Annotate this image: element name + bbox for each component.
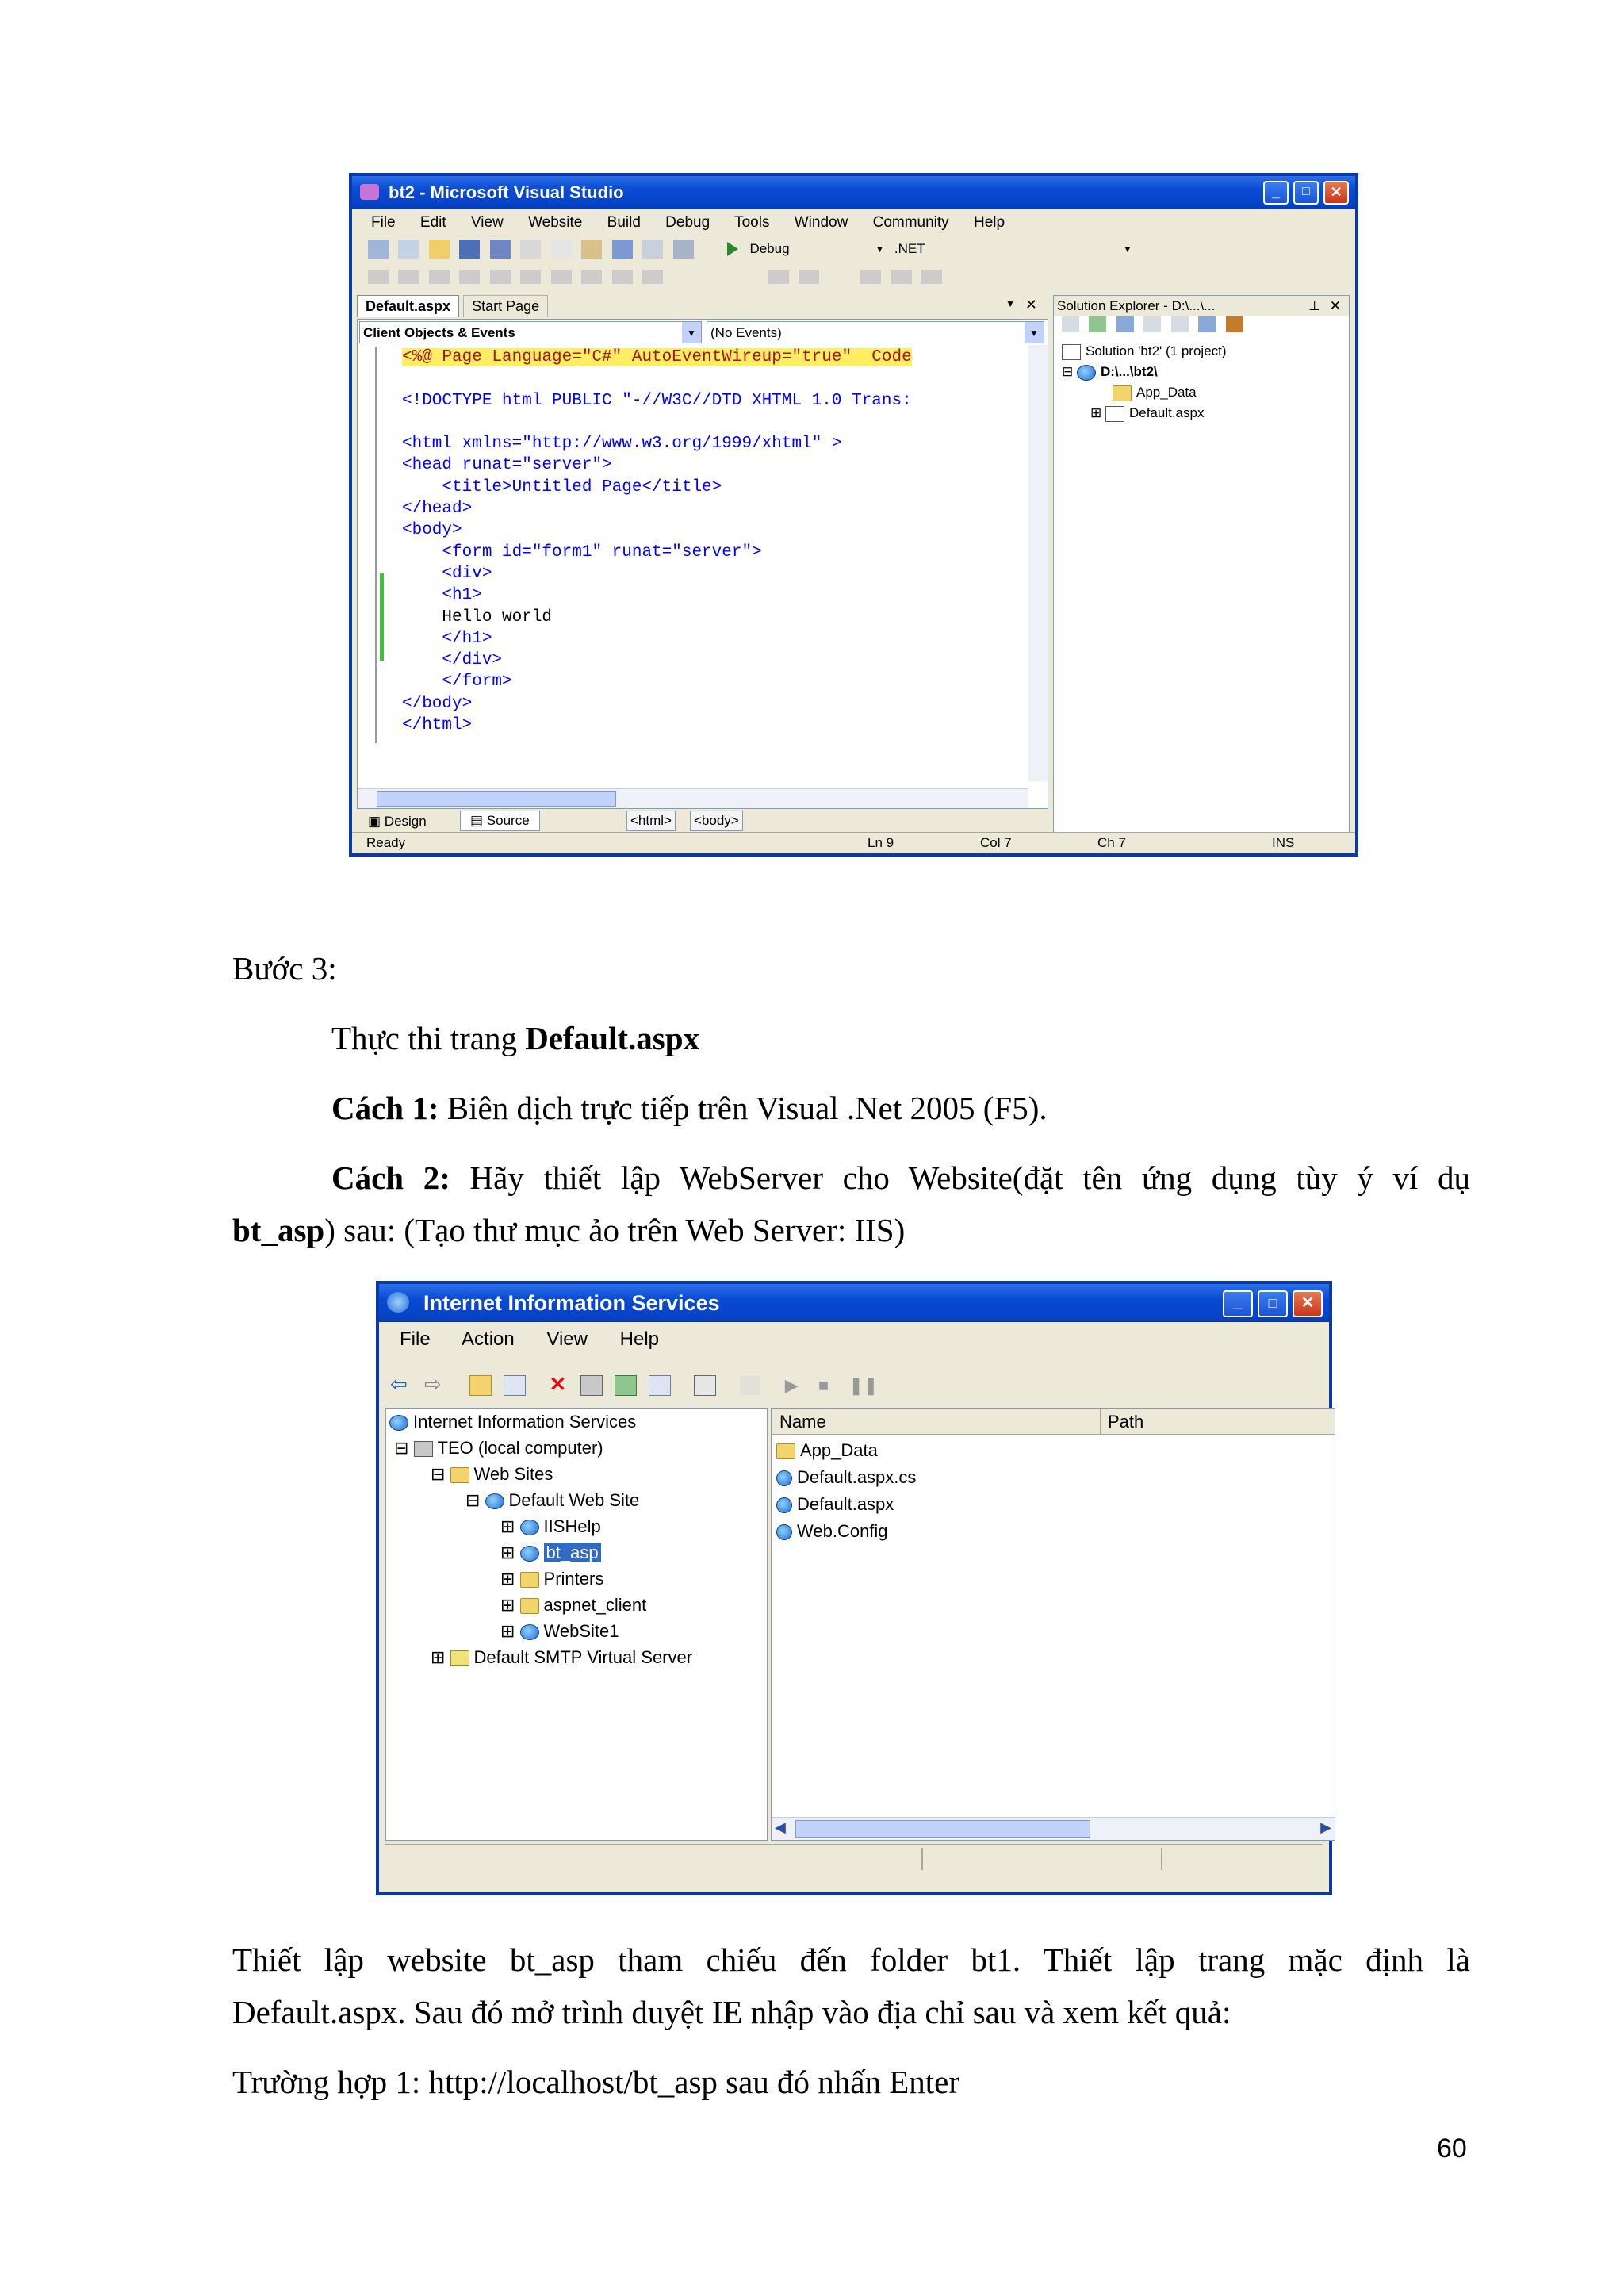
save-icon[interactable]	[459, 240, 480, 259]
format-icon[interactable]	[490, 270, 511, 284]
nest-icon[interactable]	[1116, 316, 1134, 332]
website1-label: WebSite1	[543, 1621, 619, 1641]
solution-icon	[1062, 344, 1081, 360]
menu-file[interactable]: File	[400, 1328, 431, 1350]
column-name[interactable]: Name	[779, 1412, 826, 1432]
expand-icon[interactable]: ⊞	[500, 1621, 520, 1641]
chevron-down-icon: ▼	[875, 243, 885, 255]
menu-action[interactable]: Action	[462, 1328, 515, 1350]
method-2-app-name: bt_asp	[232, 1212, 325, 1248]
menu-edit[interactable]: Edit	[419, 214, 446, 231]
format-icon[interactable]	[459, 270, 480, 284]
client-objects-value: Client Objects & Events	[363, 325, 515, 340]
virtual-dir-icon	[520, 1546, 539, 1562]
solution-label: Solution 'bt2' (1 project)	[1086, 343, 1227, 358]
vs-menu-bar	[371, 214, 1025, 232]
iis-toolbar	[390, 1368, 1318, 1400]
column-path[interactable]: Path	[1108, 1412, 1144, 1432]
scroll-left-icon[interactable]: ◀	[775, 1819, 786, 1835]
delete-icon[interactable]: ✕	[549, 1372, 567, 1396]
iishelp-label: IISHelp	[543, 1516, 601, 1536]
bt-asp-label: bt_asp	[544, 1543, 601, 1562]
iis-client	[379, 1322, 1329, 1892]
solution-explorer	[1053, 295, 1350, 838]
export-list-icon[interactable]	[649, 1375, 671, 1396]
code-line: <body>	[402, 521, 462, 540]
iis-menu-bar	[400, 1328, 680, 1351]
format-icon[interactable]	[368, 270, 389, 284]
horizontal-scrollbar[interactable]	[358, 788, 1028, 808]
app-data-label: App_Data	[1136, 385, 1197, 400]
default-aspx-label: Default.aspx	[1128, 405, 1205, 420]
tab-default-aspx[interactable]: Default.aspx	[357, 295, 459, 317]
menu-help[interactable]: Help	[619, 1328, 660, 1350]
iis-app-icon	[387, 1292, 409, 1313]
tab-close-icon[interactable]: ✕	[1025, 297, 1037, 312]
save-all-icon[interactable]	[490, 240, 511, 259]
menu-website[interactable]: Website	[528, 214, 583, 231]
web-sites-label: Web Sites	[473, 1464, 553, 1484]
run-page-prefix: Thực thi trang	[331, 1020, 526, 1056]
source-icon: ▤	[470, 813, 487, 828]
maximize-button[interactable]: □	[1293, 181, 1319, 205]
change-marker	[380, 573, 384, 661]
tree-node-printers[interactable]	[500, 1569, 603, 1589]
properties-icon[interactable]	[1062, 316, 1079, 332]
stop-icon[interactable]: ■	[818, 1375, 829, 1395]
website-icon	[1077, 365, 1096, 381]
view-designer-icon[interactable]	[1171, 316, 1189, 332]
method-2-line-2	[232, 1204, 905, 1256]
undo-icon[interactable]	[612, 240, 633, 259]
file-name: Default.aspx.cs	[797, 1467, 917, 1487]
tree-node-smtp[interactable]	[431, 1647, 692, 1668]
iis-list-pane	[771, 1408, 1335, 1841]
format-icon[interactable]	[429, 270, 450, 284]
maximize-button[interactable]: □	[1258, 1290, 1288, 1317]
code-line: <head runat="server">	[402, 456, 612, 475]
folder-icon	[520, 1598, 539, 1614]
list-header	[772, 1409, 1335, 1435]
file-icon	[776, 1470, 792, 1486]
method-2-line	[331, 1152, 1470, 1204]
chevron-down-icon: ▼	[1025, 322, 1044, 343]
redo-icon[interactable]	[642, 240, 663, 259]
client-objects-select[interactable]	[359, 321, 702, 343]
iis-window-title: Internet Information Services	[423, 1291, 720, 1315]
format-icon[interactable]	[520, 270, 541, 284]
tree-node-aspnet-client[interactable]	[500, 1595, 646, 1616]
status-ready: Ready	[366, 835, 406, 850]
menu-help[interactable]: Help	[973, 214, 1005, 231]
method-1-label: Cách 1:	[331, 1090, 439, 1126]
code-line: </html>	[402, 716, 473, 735]
computer-icon	[414, 1441, 433, 1457]
method-1-line	[331, 1082, 1048, 1134]
tree-node-app-data[interactable]	[1113, 385, 1197, 401]
tree-node-web-sites[interactable]	[431, 1464, 553, 1485]
add-item-icon[interactable]	[398, 240, 419, 259]
code-line: <form id="form1" runat="server">	[402, 542, 762, 562]
design-tab[interactable]	[362, 812, 433, 831]
tree-node-iis-root[interactable]	[389, 1412, 636, 1432]
status-column: Col 7	[980, 835, 1012, 850]
expand-icon[interactable]: ⊞	[500, 1595, 520, 1615]
menu-community[interactable]: Community	[872, 214, 949, 231]
code-line: </body>	[402, 694, 473, 713]
play-icon[interactable]: ▶	[784, 1375, 799, 1395]
list-item[interactable]	[776, 1440, 878, 1461]
step-heading: Bước 3:	[232, 950, 337, 987]
tree-root-label: Internet Information Services	[413, 1412, 637, 1432]
chevron-down-icon: ▼	[682, 322, 701, 343]
visual-studio-screenshot	[349, 173, 1358, 857]
pin-icon[interactable]: ⊥	[1308, 298, 1320, 313]
scroll-thumb[interactable]	[795, 1820, 1090, 1838]
case-1-line: Trường hợp 1: http://localhost/bt_asp sau đó nhấn Enter	[232, 2064, 960, 2100]
vs-window-title: bt2 - Microsoft Visual Studio	[389, 182, 624, 202]
file-icon	[776, 1524, 792, 1540]
copy-website-icon[interactable]	[1198, 316, 1216, 332]
menu-file[interactable]: File	[371, 214, 396, 231]
iis-status-bar	[385, 1844, 1323, 1873]
code-line: <html xmlns="http://www.w3.org/1999/xhtml" >	[402, 435, 842, 454]
code-line: Hello world	[402, 608, 553, 627]
status-line: Ln 9	[868, 835, 894, 850]
properties-icon[interactable]	[580, 1375, 603, 1396]
default-site-label: Default Web Site	[508, 1490, 640, 1510]
expand-icon[interactable]: ⊞	[431, 1647, 450, 1667]
list-item[interactable]	[776, 1494, 894, 1515]
document-tabs	[357, 295, 1047, 319]
expand-icon[interactable]: ⊞	[1090, 405, 1105, 420]
refresh-icon[interactable]	[1089, 316, 1106, 332]
file-name: Default.aspx	[797, 1494, 894, 1514]
collapse-icon[interactable]: ⊟	[1062, 364, 1077, 379]
setup-line-1: Thiết lập website bt_asp tham chiếu đến folder bt1. Thiết lập trang mặc định là	[232, 1941, 1470, 1978]
copy-icon[interactable]	[551, 240, 572, 259]
virtual-dir-icon	[520, 1520, 539, 1535]
vertical-scrollbar[interactable]	[1028, 345, 1048, 781]
tree-node-iishelp[interactable]	[500, 1516, 601, 1537]
tree-node-bt-asp[interactable]	[500, 1543, 601, 1563]
tag-body[interactable]: <body>	[690, 811, 743, 831]
solution-explorer-toolbar	[1054, 316, 1349, 342]
smtp-icon	[450, 1650, 469, 1666]
file-name: Web.Config	[797, 1521, 888, 1541]
format-icon[interactable]	[642, 270, 663, 284]
iis-root-icon	[389, 1415, 408, 1431]
solution-explorer-header	[1054, 296, 1349, 316]
iis-title-bar	[379, 1284, 1329, 1322]
run-page-filename: Default.aspx	[525, 1020, 700, 1056]
computer-label: TEO (local computer)	[437, 1438, 603, 1458]
menu-debug[interactable]: Debug	[665, 214, 710, 231]
method-2-label: Cách 2:	[331, 1159, 450, 1196]
outline-margin	[375, 347, 377, 743]
asp-config-icon[interactable]	[1226, 316, 1243, 332]
tree-node-default-aspx[interactable]	[1090, 405, 1204, 422]
collapse-icon[interactable]: ⊟	[394, 1438, 414, 1458]
source-tab[interactable]	[460, 811, 540, 831]
format-icon[interactable]	[860, 270, 881, 284]
collapse-icon[interactable]: ⊟	[465, 1490, 485, 1510]
tab-start-page[interactable]: Start Page	[463, 295, 548, 317]
vs-logo-icon	[360, 184, 379, 200]
cut-icon[interactable]	[520, 240, 541, 259]
iis-screenshot	[376, 1281, 1332, 1895]
config-select[interactable]	[749, 240, 884, 259]
view-code-icon[interactable]	[1143, 316, 1161, 332]
tree-node-website1[interactable]	[500, 1621, 619, 1642]
pause-icon[interactable]: ❚❚	[848, 1375, 879, 1395]
menu-window[interactable]: Window	[794, 214, 848, 231]
paste-icon[interactable]	[581, 240, 602, 259]
vs-client	[352, 209, 1355, 853]
format-icon[interactable]	[398, 270, 419, 284]
expand-icon[interactable]: ⊞	[500, 1543, 520, 1562]
smtp-label: Default SMTP Virtual Server	[473, 1647, 693, 1667]
design-tab-label: Design	[384, 814, 427, 829]
printers-label: Printers	[543, 1569, 604, 1589]
list-item[interactable]	[776, 1467, 916, 1488]
format-icon[interactable]	[891, 270, 912, 284]
code-line: <%@ Page Language="C#" AutoEventWireup="true" Code	[402, 348, 912, 366]
code-line: </div>	[402, 651, 503, 670]
minimize-button[interactable]: _	[1223, 1290, 1253, 1317]
platform-value: .NET	[894, 241, 925, 256]
code-line: </head>	[402, 500, 473, 519]
close-button[interactable]: ✕	[1323, 181, 1349, 205]
setup-line-2: Default.aspx. Sau đó mở trình duyệt IE nhập vào địa chỉ sau và xem kết quả:	[232, 1994, 1231, 2030]
expand-icon[interactable]: ⊞	[500, 1516, 520, 1536]
list-item[interactable]	[776, 1521, 888, 1542]
events-value: (No Events)	[710, 325, 782, 340]
method-2-text: Hãy thiết lập WebServer cho Website(đặt tên ứng dụng tùy ý ví dụ	[450, 1159, 1470, 1196]
back-icon[interactable]: ⇦	[390, 1372, 408, 1396]
close-icon[interactable]: ✕	[1329, 298, 1341, 313]
format-icon[interactable]	[921, 270, 942, 284]
folder-icon	[450, 1467, 469, 1483]
code-line: <h1>	[402, 586, 482, 605]
source-tab-label: Source	[486, 813, 530, 828]
chevron-down-icon: ▼	[1123, 243, 1132, 255]
file-icon	[776, 1497, 792, 1513]
up-folder-icon[interactable]	[469, 1375, 492, 1396]
aspnet-client-label: aspnet_client	[543, 1595, 647, 1615]
virtual-dir-icon	[520, 1624, 539, 1640]
status-divider	[921, 1848, 923, 1870]
vs-title-bar	[352, 176, 1355, 209]
method-2-text-2: ) sau: (Tạo thư mục ảo trên Web Server: IIS)	[324, 1212, 906, 1248]
help-icon[interactable]	[694, 1375, 716, 1396]
menu-build[interactable]: Build	[607, 214, 641, 231]
status-insert-mode: INS	[1272, 835, 1295, 850]
folder-icon	[1113, 385, 1132, 401]
tree-node-project[interactable]	[1062, 364, 1158, 381]
file-name: App_Data	[800, 1440, 878, 1460]
horizontal-scrollbar[interactable]	[772, 1817, 1335, 1840]
editor-pane	[357, 319, 1048, 809]
scroll-right-icon[interactable]: ▶	[1320, 1819, 1331, 1835]
new-project-icon[interactable]	[368, 240, 389, 259]
status-char: Ch 7	[1097, 835, 1126, 850]
aspx-file-icon	[1105, 406, 1124, 422]
events-select[interactable]	[707, 321, 1044, 343]
format-icon[interactable]	[799, 270, 819, 284]
folder-icon	[520, 1572, 539, 1588]
format-icon[interactable]	[581, 270, 602, 284]
project-label: D:\...\bt2\	[1100, 364, 1158, 379]
vs-standard-toolbar	[368, 240, 1335, 265]
config-value: Debug	[749, 241, 790, 256]
computer-icon[interactable]	[740, 1376, 760, 1395]
show-tree-icon[interactable]	[504, 1375, 526, 1396]
format-icon[interactable]	[612, 270, 633, 284]
code-line: <!DOCTYPE html PUBLIC "-//W3C//DTD XHTML 1.0 Trans:	[402, 391, 912, 410]
code-line: <div>	[402, 564, 492, 583]
format-icon[interactable]	[768, 270, 789, 284]
collapse-icon[interactable]: ⊟	[431, 1464, 450, 1484]
tree-node-computer[interactable]	[394, 1438, 603, 1458]
menu-view[interactable]: View	[470, 214, 504, 231]
code-line: </form>	[402, 673, 512, 692]
code-line: <title>Untitled Page</title>	[402, 477, 722, 496]
code-line: </h1>	[402, 629, 492, 648]
open-icon[interactable]	[429, 240, 450, 259]
format-icon[interactable]	[551, 270, 572, 284]
menu-view[interactable]: View	[546, 1328, 588, 1350]
design-icon: ▣	[368, 814, 385, 829]
platform-select[interactable]	[894, 240, 1132, 259]
close-button[interactable]: ✕	[1293, 1290, 1323, 1317]
navigate-icon[interactable]	[673, 240, 694, 259]
tag-html[interactable]: <html>	[626, 811, 676, 831]
column-divider[interactable]	[1100, 1409, 1101, 1434]
forward-icon[interactable]: ⇨	[424, 1372, 442, 1396]
website-icon	[485, 1493, 504, 1509]
tab-dropdown-icon[interactable]: ▼	[1005, 298, 1015, 309]
page-number: 60	[1437, 2133, 1467, 2164]
menu-tools[interactable]: Tools	[734, 214, 770, 231]
code-editor[interactable]	[402, 347, 912, 736]
status-divider	[1161, 1848, 1162, 1870]
refresh-icon[interactable]	[615, 1375, 637, 1396]
scroll-thumb[interactable]	[377, 791, 616, 807]
vs-formatting-toolbar	[368, 270, 1335, 290]
solution-explorer-title: Solution Explorer - D:\...\...	[1057, 298, 1216, 313]
expand-icon[interactable]: ⊞	[500, 1569, 520, 1589]
vs-status-bar	[352, 832, 1355, 853]
tree-node-solution[interactable]	[1062, 343, 1227, 360]
method-1-text: Biên dịch trực tiếp trên Visual .Net 2005 (F5).	[439, 1090, 1048, 1126]
run-page-line	[331, 1012, 699, 1064]
minimize-button[interactable]: _	[1263, 181, 1289, 205]
iis-tree-pane	[385, 1408, 768, 1841]
tree-node-default-web-site[interactable]	[465, 1490, 639, 1511]
folder-icon	[776, 1443, 795, 1459]
start-debug-icon[interactable]	[727, 242, 738, 256]
